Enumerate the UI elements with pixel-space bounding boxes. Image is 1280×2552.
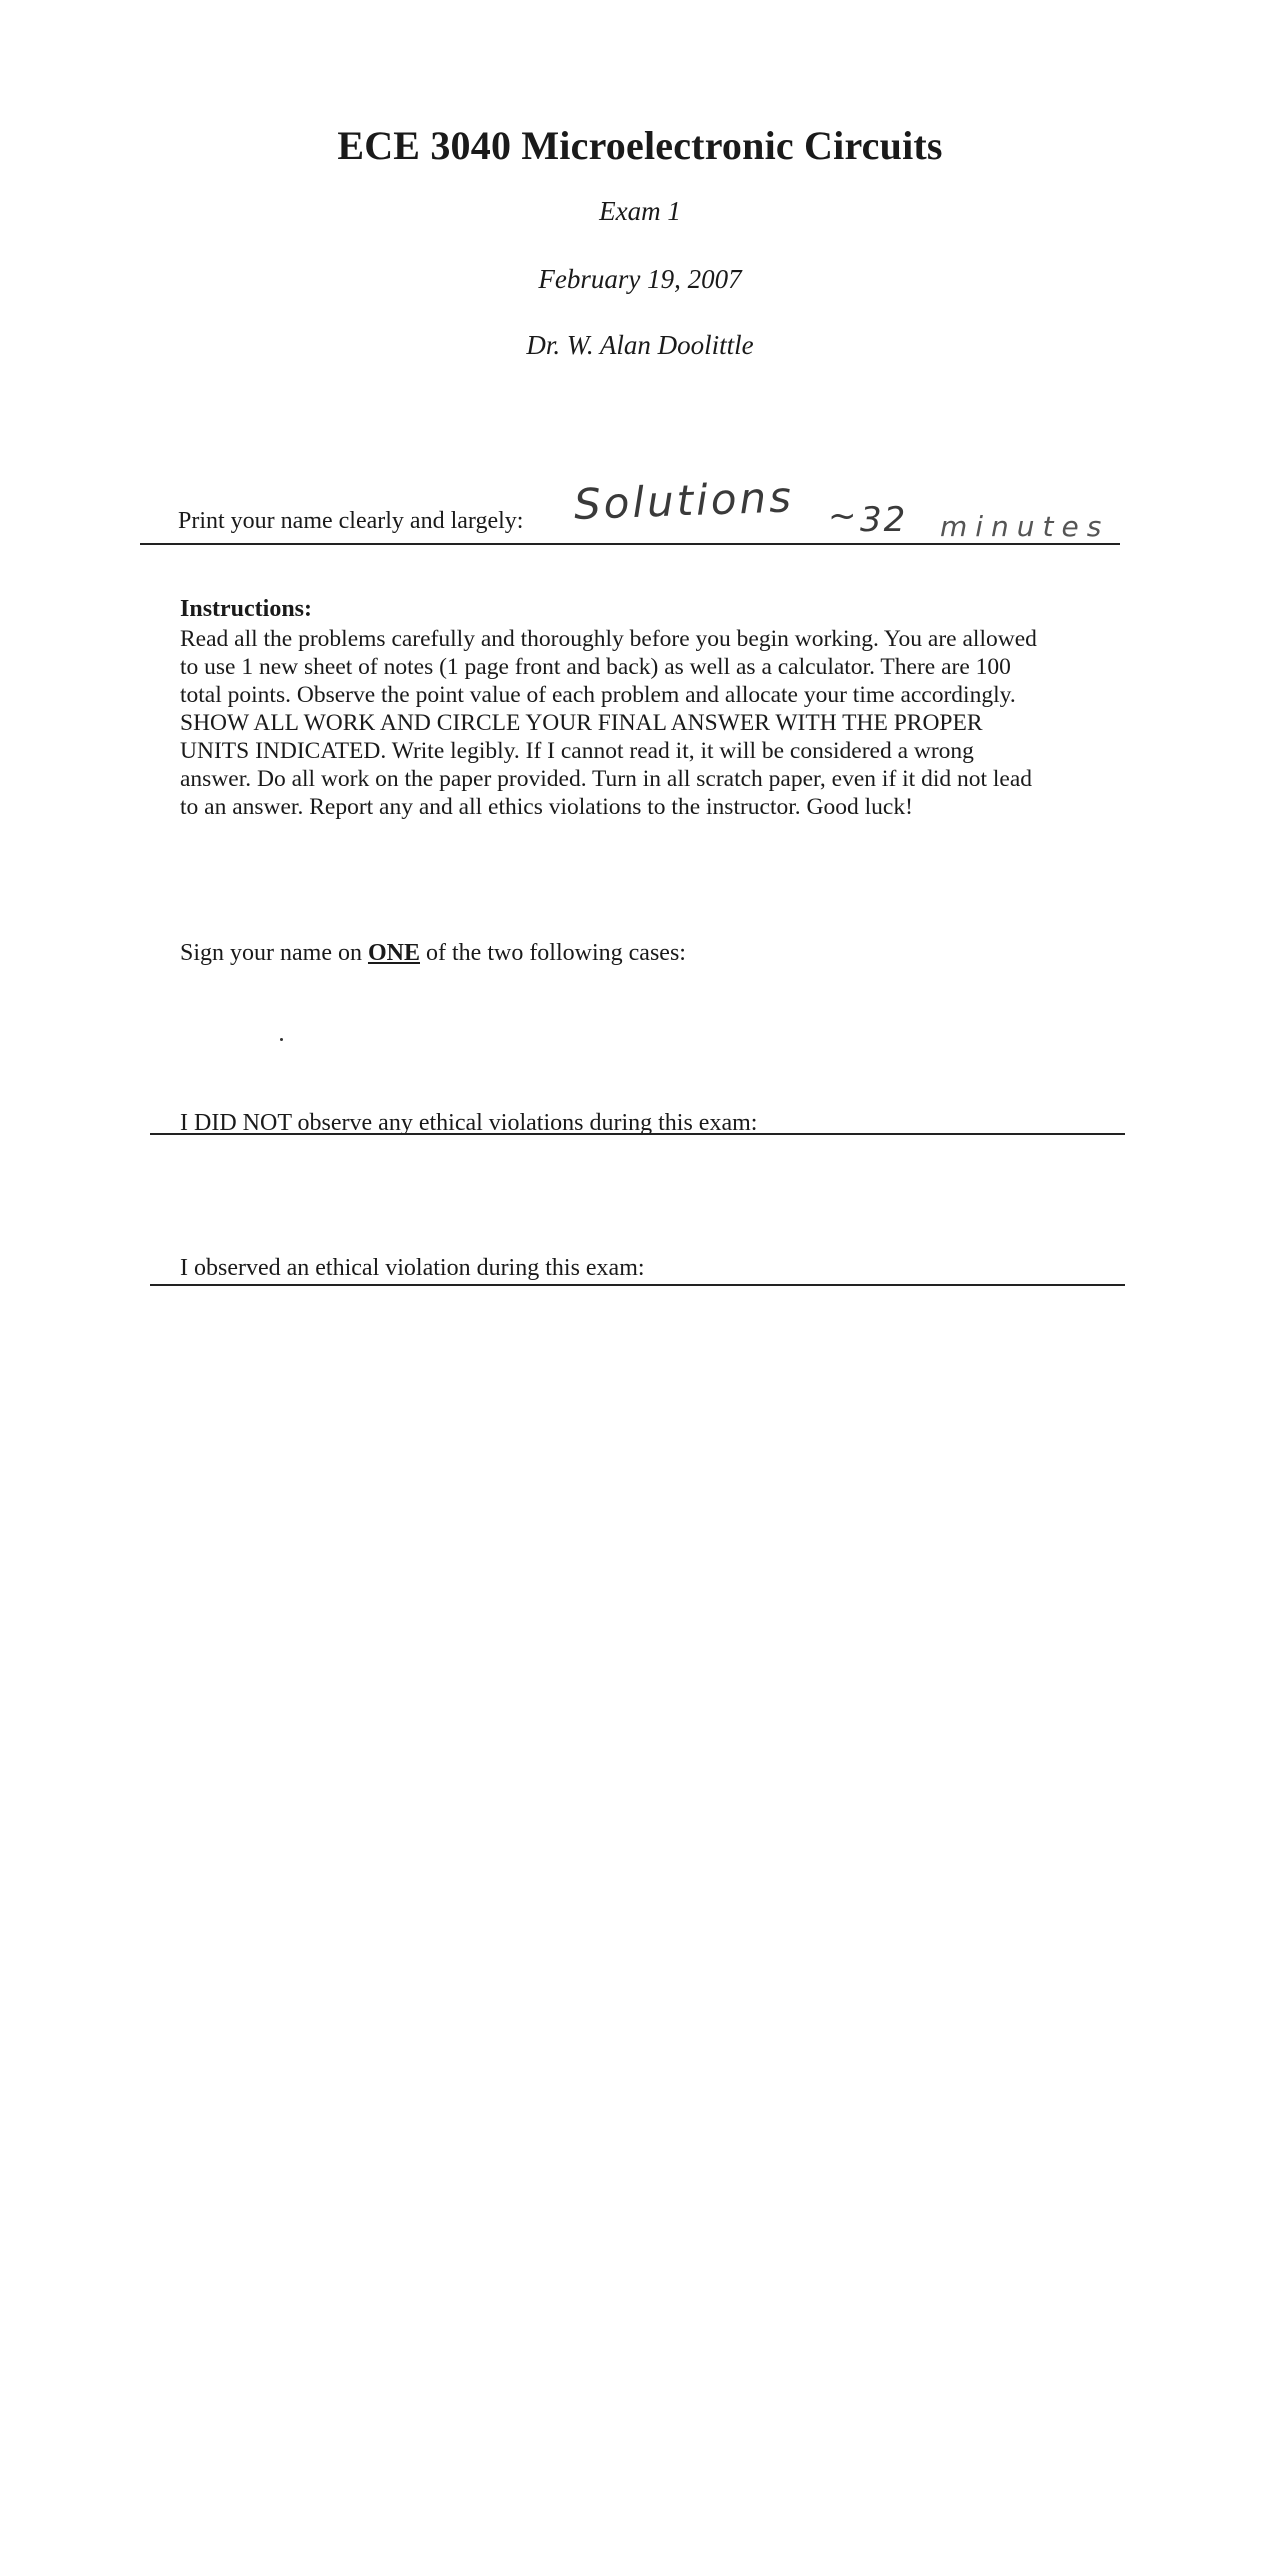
sign-instruction-emphasis: ONE xyxy=(367,940,420,966)
name-field-label: Print your name clearly and largely: xyxy=(178,508,524,534)
sign-instruction-suffix: of the two following cases: xyxy=(420,940,686,966)
instructions-line: total points. Observe the point value of each problem and allocate your time accordingly. xyxy=(180,682,1016,708)
no-violation-label: I DID NOT observe any ethical violations during this exam: xyxy=(180,1110,758,1136)
instructions-line: UNITS INDICATED. Write legibly. If I cannot read it, it will be considered a wrong xyxy=(180,738,974,764)
exam-number: Exam 1 xyxy=(599,196,681,226)
instructor-name: Dr. W. Alan Doolittle xyxy=(526,330,754,360)
sign-instruction-prefix: Sign your name on xyxy=(180,940,368,966)
page-title: ECE 3040 Microelectronic Circuits xyxy=(337,123,943,168)
instructions-line: answer. Do all work on the paper provided. Turn in all scratch paper, even if it did not lead xyxy=(180,766,1033,792)
handwritten-time-value: 32 xyxy=(860,500,908,540)
instructions-line: to use 1 new sheet of notes (1 page front and back) as well as a calculator. There are 100 xyxy=(180,654,1011,680)
instructions-line: Read all the problems carefully and thoroughly before you begin working. You are allowed xyxy=(180,626,1037,652)
instructions-heading: Instructions: xyxy=(180,596,313,622)
handwritten-name: Solutions xyxy=(573,472,795,529)
violation-signature-line[interactable] xyxy=(150,1284,1125,1286)
instructions-line: SHOW ALL WORK AND CIRCLE YOUR FINAL ANSWER WITH THE PROPER xyxy=(180,710,983,736)
exam-date: February 19, 2007 xyxy=(538,264,742,294)
sign-instruction xyxy=(180,940,686,967)
handwritten-approx-mark: ~ xyxy=(828,496,860,536)
name-underline[interactable] xyxy=(140,543,1120,545)
no-violation-signature-line[interactable] xyxy=(150,1133,1125,1135)
stray-mark xyxy=(280,1038,283,1041)
instructions-line: to an answer. Report any and all ethics violations to the instructor. Good luck! xyxy=(180,794,913,820)
violation-label: I observed an ethical violation during this exam: xyxy=(180,1255,645,1281)
instructions-body xyxy=(180,625,1120,821)
handwritten-time-unit: minutes xyxy=(940,510,1110,543)
